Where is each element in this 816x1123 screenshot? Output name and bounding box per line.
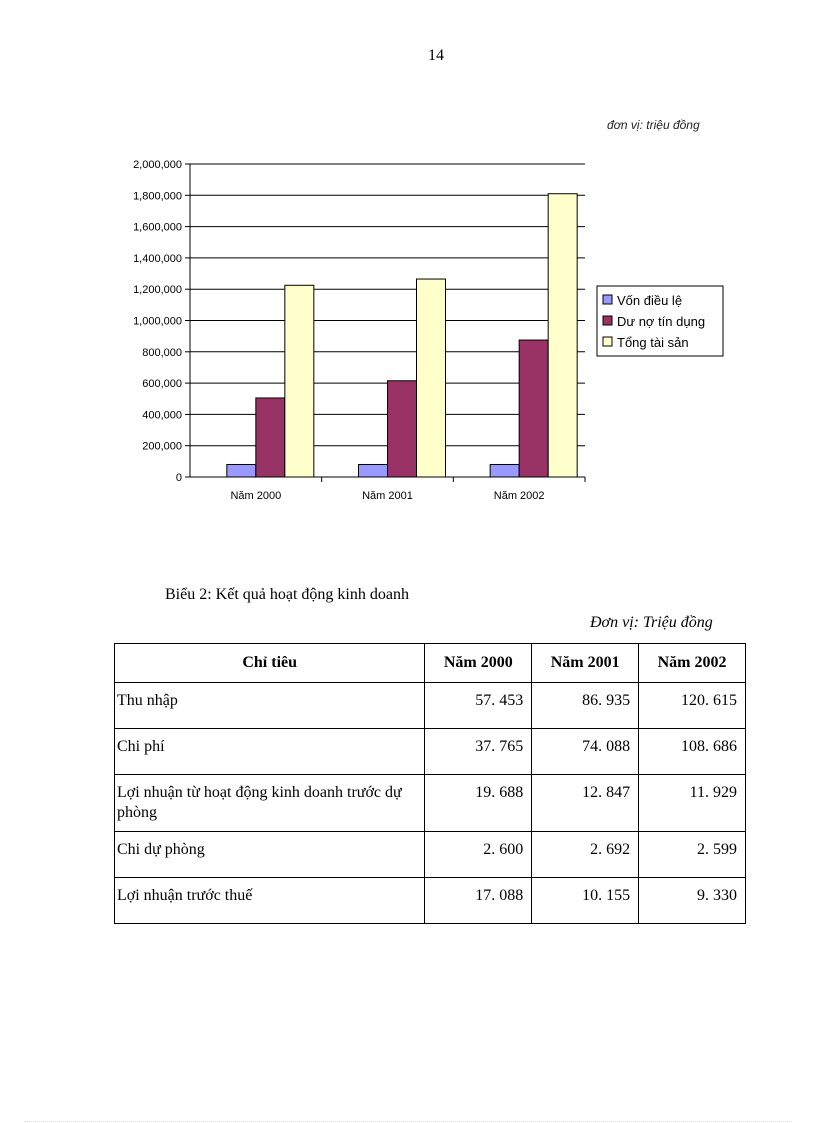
row-label: Lợi nhuận trước thuế [115, 878, 425, 924]
y-tick-label: 1,800,000 [133, 190, 182, 203]
bar [519, 340, 548, 477]
table-row [115, 729, 746, 775]
row-value: 2. 599 [639, 832, 746, 878]
legend-entry: Vốn điều lệ [617, 293, 683, 308]
row-value: 10. 155 [532, 878, 639, 924]
legend-entry: Dư nợ tín dụng [617, 314, 706, 329]
bar [548, 194, 577, 477]
row-value: 57. 453 [425, 683, 532, 729]
legend-swatch [603, 295, 612, 304]
y-tick-label: 1,400,000 [133, 252, 182, 265]
table-unit-label: Đơn vị: Triệu đồng [590, 614, 713, 631]
row-value: 9. 330 [639, 878, 746, 924]
row-value: 12. 847 [532, 775, 639, 832]
row-value: 2. 692 [532, 832, 639, 878]
y-tick-label: 200,000 [142, 440, 182, 453]
table-row [115, 775, 746, 832]
row-value: 17. 088 [425, 878, 532, 924]
page-bottom-divider [24, 1121, 792, 1122]
row-label: Lợi nhuận từ hoạt động kinh doanh trước dự phòng [115, 775, 425, 832]
row-label: Chi dự phòng [115, 832, 425, 878]
bar [359, 464, 388, 477]
page-number: 14 [428, 47, 444, 64]
row-value: 37. 765 [425, 729, 532, 775]
y-tick-label: 400,000 [142, 409, 182, 422]
y-tick-label: 0 [175, 472, 182, 484]
y-tick-label: 2,000,000 [133, 159, 182, 171]
y-tick-label: 600,000 [142, 378, 182, 391]
bar [285, 285, 314, 477]
bar [388, 381, 417, 477]
row-value: 2. 600 [425, 832, 532, 878]
table-row [115, 878, 746, 924]
bar [417, 279, 446, 477]
row-value: 86. 935 [532, 683, 639, 729]
x-tick-label: Năm 2001 [362, 490, 413, 502]
row-label: Thu nhập [115, 683, 425, 729]
header-indicator: Chỉ tiêu [115, 644, 425, 683]
header-year-2001: Năm 2001 [532, 644, 639, 683]
legend-entry: Tổng tài sản [617, 335, 689, 350]
row-value: 74. 088 [532, 729, 639, 775]
bar [490, 464, 519, 477]
row-value: 120. 615 [639, 683, 746, 729]
y-tick-label: 1,000,000 [133, 315, 182, 328]
legend-swatch [603, 337, 612, 346]
row-value: 19. 688 [425, 775, 532, 832]
row-value: 108. 686 [639, 729, 746, 775]
x-tick-label: Năm 2002 [493, 490, 545, 502]
header-year-2002: Năm 2002 [639, 644, 746, 683]
table-caption: Biểu 2: Kết quả hoạt động kinh doanh [165, 586, 409, 603]
results-table [114, 643, 746, 924]
y-tick-label: 1,600,000 [133, 221, 182, 234]
bar [256, 398, 285, 477]
bar-chart [0, 0, 816, 560]
table-header-row [115, 644, 746, 683]
bar [227, 464, 256, 477]
table-row [115, 832, 746, 878]
header-year-2000: Năm 2000 [425, 644, 532, 683]
table-row [115, 683, 746, 729]
row-label: Chi phí [115, 729, 425, 775]
y-tick-label: 1,200,000 [133, 284, 182, 297]
y-tick-label: 800,000 [142, 346, 182, 359]
chart-unit-label: đơn vị: triệu đồng [607, 118, 700, 132]
x-tick-label: Năm 2000 [230, 490, 282, 502]
legend-swatch [603, 316, 612, 325]
row-value: 11. 929 [639, 775, 746, 832]
